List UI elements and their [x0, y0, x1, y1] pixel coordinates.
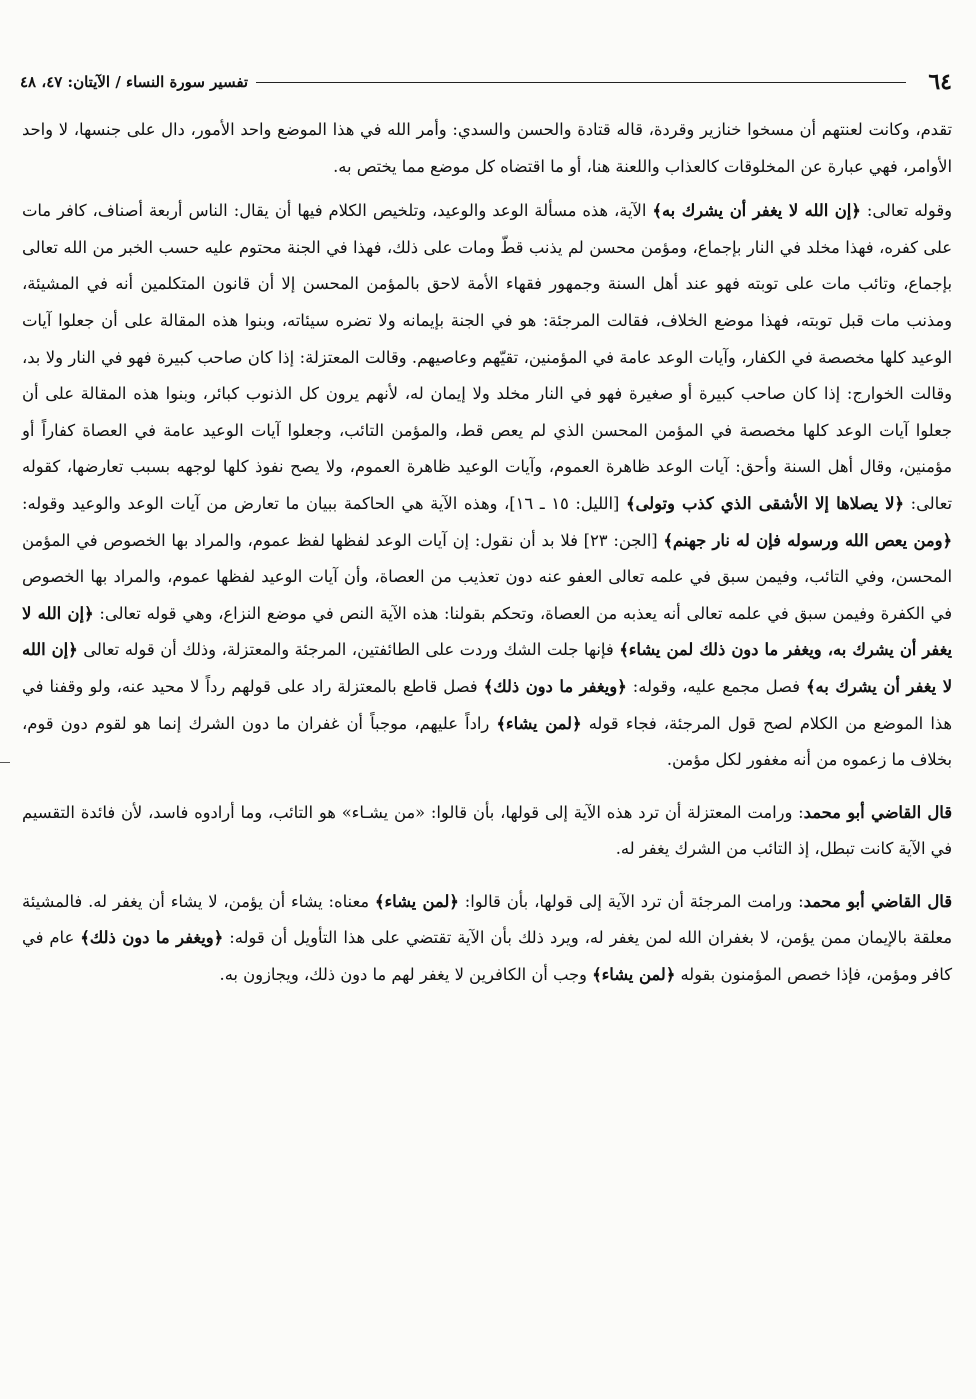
- header-rule: [256, 82, 906, 83]
- paragraph-text: : ورامت المرجئة أن ترد الآية إلى قولها، بأن قالوا:: [458, 891, 804, 911]
- paragraph-text: فصل قاطع بالمعتزلة راد على قولهم رداً لا محيد عنه، ولو وقفنا في هذا الموضع من الكلام لصح قول المرجئة، فجاء قوله: [22, 676, 952, 733]
- paragraph-text: راداً عليهم، موجباً أن غفران ما دون الشرك إنما هو لقوم دون قوم، بخلاف ما زعموه من أنه مغفور لكل مؤمن.: [22, 713, 952, 770]
- quran-quote: ﴿إن الله لا يغفر أن يشرك به﴾: [652, 201, 861, 221]
- paragraph-text: [الليل: ١٥ ـ ١٦]، وهذه الآية هي الحاكمة ببيان ما تعارض من آيات الوعد والوعيد وقوله:: [22, 493, 627, 513]
- quran-quote: ﴿لمن يشاء﴾: [374, 891, 459, 911]
- body-text: [22, 112, 952, 994]
- paragraph-text: فإنها جلت الشك وردت على الطائفتين، المرجئة والمعتزلة، وذلك أن قوله تعالى: [77, 640, 620, 660]
- quran-quote: ﴿ومن يعص الله ورسوله فإن له نار جهنم﴾: [663, 530, 952, 550]
- speaker-label: قال القاضي أبو محمد: [803, 802, 953, 822]
- quran-quote: ﴿لا يصلاها إلا الأشقى الذي كذب وتولى﴾: [626, 493, 904, 513]
- page-number: ٦٤: [928, 69, 952, 95]
- running-title: تفسير سورة النساء / الآيتان: ٤٧، ٤٨: [20, 73, 249, 91]
- paragraph-text: وجب أن الكافرين لا يغفر لهم ما دون ذلك، ويجازون به.: [219, 965, 593, 985]
- paragraph-text: : ورامت المعتزلة أن ترد هذه الآية إلى قولها، بأن قالوا: «من يشـاء» هو التائب، وما أرادوه فاسد، لأن فائدة التقسيم في الآية كانت تبطل، إذ التائب من الشرك يغفر له.: [22, 802, 952, 859]
- paragraph-text: عام في كافر ومؤمن، فإذا خصص المؤمنون بقوله: [22, 928, 952, 985]
- page-header: [20, 64, 952, 100]
- quran-quote: ﴿لمن يشاء﴾: [496, 713, 582, 733]
- quran-quote: ﴿لمن يشاء﴾: [592, 965, 676, 985]
- quran-quote: ﴿ويغفر ما دون ذلك﴾: [483, 676, 627, 696]
- paragraph-2: [22, 193, 952, 779]
- paragraph-text: وقوله تعالى:: [860, 201, 952, 221]
- quran-quote: ﴿إن الله لا يغفر أن يشرك به﴾: [22, 640, 952, 696]
- speaker-label: قال القاضي أبو محمد: [803, 891, 953, 911]
- paragraph-3: [22, 795, 952, 868]
- paragraph-text: الآية، هذه مسألة الوعد والوعيد، وتلخيص الكلام فيها أن يقال: الناس أربعة أصناف، كافر مات على كفره، فهذا مخلد في النار بإجماع، ومؤمن محسن لم يذنب قطّ ومات على ذلك، فهذا في الجنة محتوم عليه حسب الخبر من الله تعالى بإجماع، وتائب مات على توبته فهو عند أهل السنة وجمهور فقهاء الأمة لاحق بالمؤمن المحسن إلا أن قانون المتكلمين أنه في المشيئة، ومذنب مات قبل توبته، فهذا موضع الخلاف، فقالت المرجئة: هو في الجنة بإيمانه ولا تضره سيئاته، وبنوا هذه المقالة على أن جعلوا آيات الوعيد كلها مخصصة في الكفار، وآيات الوعد عامة في المؤمنين، تقيّهم وعاصيهم. وقالت المعتزلة: إذا كان صاحب كبيرة فهو في النار ولا بد، وقالت الخوارج: إذا كان صاحب كبيرة أو صغيرة فهو في النار مخلد ولا إيمان له، لأنهم يرون كل الذنوب كبائر، وبنوا هذه المقالة على أن جعلوا آيات الوعد كلها مخصصة في المؤمن المحسن الذي لم يعص قط، والمؤمن التائب، وجعلوا آيات الوعيد عامة في العصاة كفاراً أو مؤمنين، وقال أهل السنة وأحق: آيات الوعد ظاهرة العموم، وآيات الوعيد ظاهرة العموم، ولا يصح نفوذ كلها لوجهه بسبب تعارضها، كقوله تعالى:: [22, 201, 952, 513]
- margin-mark: [0, 762, 10, 763]
- quran-quote: ﴿ويغفر ما دون ذلك﴾: [80, 928, 224, 948]
- paragraph-text: فصل مجمع عليه، وقوله:: [626, 676, 806, 696]
- paragraph-text: تقدم، وكانت لعنتهم أن مسخوا خنازير وقردة، قاله قتادة والحسن والسدي: وأمر الله في هذا الموضع واحد الأمور، دال على جنسها، لا واحد الأوامر، فهي عبارة عن المخلوقات كالعذاب واللعنة هنا، أو ما اقتضاه كل موضع مما يختص به.: [22, 120, 952, 176]
- quran-quote: ﴿إن الله لا يغفر أن يشرك به، ويغفر ما دون ذلك لمن يشاء﴾: [22, 603, 953, 660]
- paragraph-1: [22, 112, 952, 185]
- paragraph-text: [الجن: ٢٣] فلا بد أن نقول: إن آيات الوعد لفظها لفظ عموم، والمراد بها الخصوص في المؤمن المحسن، وفي التائب، وفيمن سبق في علمه تعالى العفو عنه دون تعذيب من العصاة، وأن آيات الوعيد لفظها عموم، والمراد بها الخصوص في الكفرة وفيمن سبق في علمه تعالى أنه يعذبه من العصاة، وتحكم بقولنا: هذه الآية النص في موضع النزاع، وهي قوله تعالى:: [22, 530, 953, 623]
- paragraph-4: [22, 884, 952, 994]
- paragraph-text: معناه: يشاء أن يؤمن، لا يشاء أن يغفر له. فالمشيئة معلقة بالإيمان ممن يؤمن، لا بغفران الله لمن يغفر له، ويرد ذلك بأن الآية تقتضي على هذا التأويل أن قوله:: [22, 891, 952, 948]
